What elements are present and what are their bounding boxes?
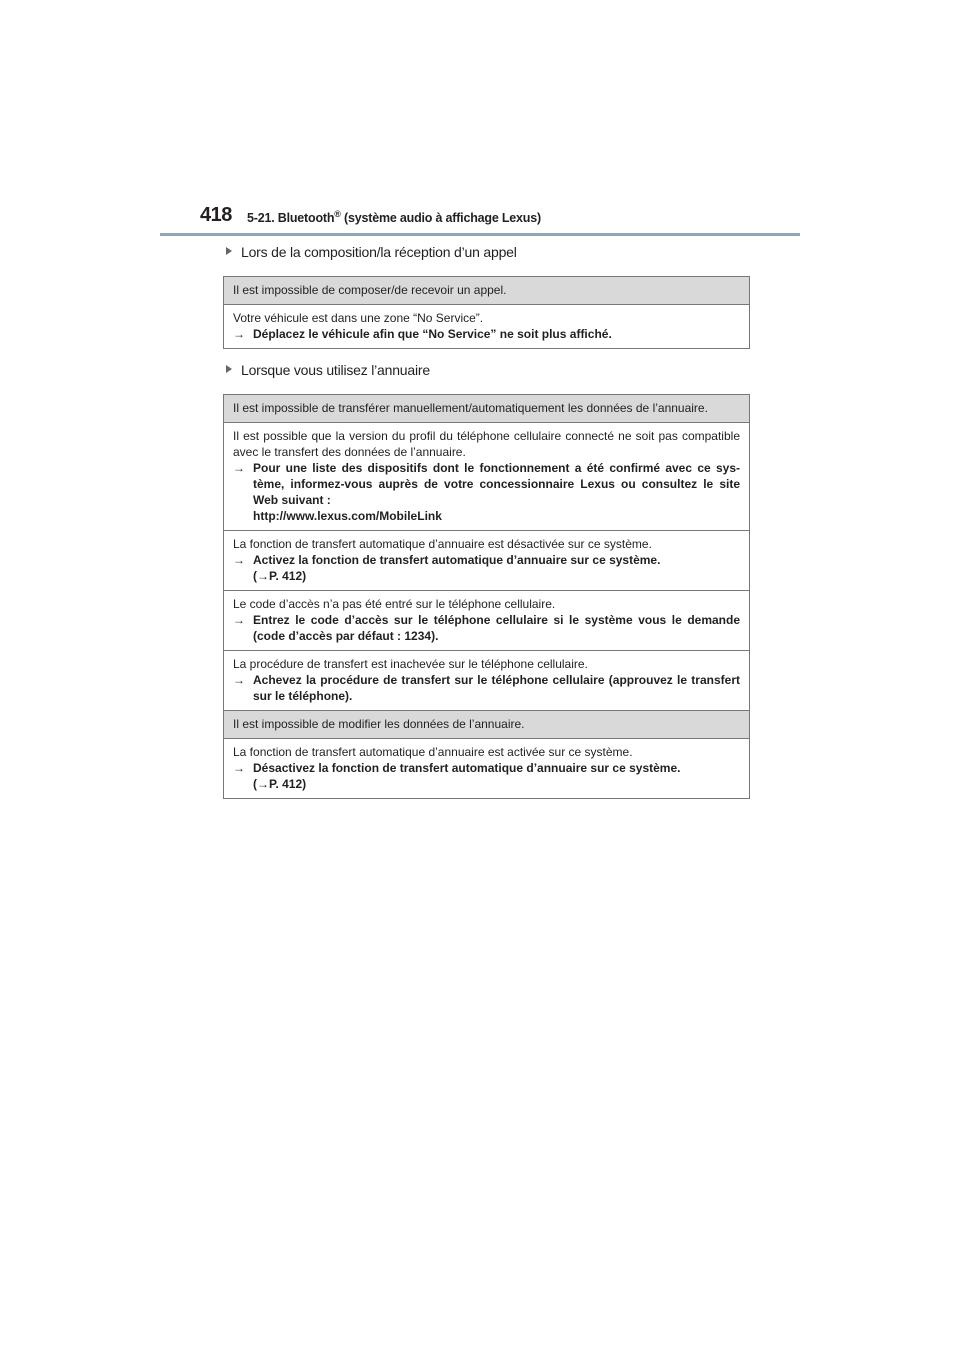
cause-text: La fonction de transfert automatique d’annuaire est activée sur ce système. <box>233 745 633 759</box>
remedy-text <box>253 460 740 524</box>
table-row <box>224 591 749 651</box>
remedy-text <box>253 760 740 792</box>
remedy <box>233 672 740 704</box>
table-row <box>224 277 749 305</box>
arrow-icon: → <box>233 553 245 567</box>
remedy <box>233 326 740 342</box>
trouble-table-phonebook <box>223 394 750 799</box>
remedy-line: Pour une liste des dispositifs dont le fonctionnement a été confirmé avec ce sys-tème, informez-vous auprès de votre concessionnaire Lexus ou consultez le site Web suivant : <box>253 461 740 507</box>
remedy-line: Activez la fonction de transfert automatique d’annuaire sur ce système. <box>253 553 661 567</box>
cause-text: Votre véhicule est dans une zone “No Service”. <box>233 311 484 325</box>
remedy <box>233 460 740 524</box>
remedy <box>233 552 740 584</box>
remedy-line: Déplacez le véhicule afin que “No Service” ne soit plus affiché. <box>253 327 612 341</box>
cause-text: La fonction de transfert automatique d’annuaire est désactivée sur ce système. <box>233 537 652 551</box>
arrow-icon: → <box>233 461 245 475</box>
arrow-icon: → <box>233 673 245 687</box>
table-row <box>224 395 749 423</box>
table-row <box>224 531 749 591</box>
header-rule <box>160 233 800 236</box>
remedy-text <box>253 612 740 644</box>
arrow-icon: → <box>233 761 245 775</box>
page-reference: (→P. 412) <box>253 777 307 791</box>
remedy-text <box>253 326 740 342</box>
cause-text: La procédure de transfert est inachevée sur le téléphone cellulaire. <box>233 657 588 671</box>
remedy-text <box>253 672 740 704</box>
cause-text: Le code d’accès n’a pas été entré sur le téléphone cellulaire. <box>233 597 556 611</box>
table-row <box>224 739 749 799</box>
remedy-url: http://www.lexus.com/MobileLink <box>253 509 442 523</box>
remedy <box>233 612 740 644</box>
chapter-title-text: 5-21. Bluetooth <box>247 211 335 226</box>
table-row <box>224 711 749 739</box>
symptom-text: Il est impossible de composer/de recevoir un appel. <box>233 283 507 297</box>
arrow-icon: → <box>233 613 245 627</box>
remedy-text <box>253 552 740 584</box>
remedy <box>233 760 740 792</box>
triangle-bullet-icon <box>226 365 232 373</box>
remedy-line: Désactivez la fonction de transfert automatique d’annuaire sur ce système. <box>253 761 681 775</box>
remedy-line: Achevez la procédure de transfert sur le téléphone cellulaire (approuvez le transfert sur le téléphone). <box>253 673 740 703</box>
section-heading-call <box>226 244 517 260</box>
section-heading-text: Lors de la composition/la réception d’un appel <box>241 244 517 260</box>
section-heading-text: Lorsque vous utilisez l’annuaire <box>241 362 430 378</box>
chapter-title-suffix: (système audio à affichage Lexus) <box>340 211 541 226</box>
trouble-table-call <box>223 276 750 349</box>
symptom-text: Il est impossible de modifier les données de l’annuaire. <box>233 717 525 731</box>
arrow-icon: → <box>233 327 245 341</box>
page-reference: (→P. 412) <box>253 569 307 583</box>
table-row <box>224 651 749 711</box>
registered-mark: ® <box>334 209 341 219</box>
triangle-bullet-icon <box>226 247 232 255</box>
page-number: 418 <box>200 204 232 226</box>
table-row <box>224 423 749 531</box>
cause-text: Il est possible que la version du profil du téléphone cellulaire connecté ne soit pas compatible avec le transfert des données de l’annuaire. <box>233 429 740 459</box>
remedy-line: Entrez le code d’accès sur le téléphone cellulaire si le système vous le demande (code d’accès par défaut : 1234). <box>253 613 740 643</box>
chapter-title <box>247 209 541 225</box>
section-heading-phonebook <box>226 362 430 378</box>
table-row <box>224 305 749 349</box>
symptom-text: Il est impossible de transférer manuellement/automatiquement les données de l’annuaire. <box>233 401 708 415</box>
